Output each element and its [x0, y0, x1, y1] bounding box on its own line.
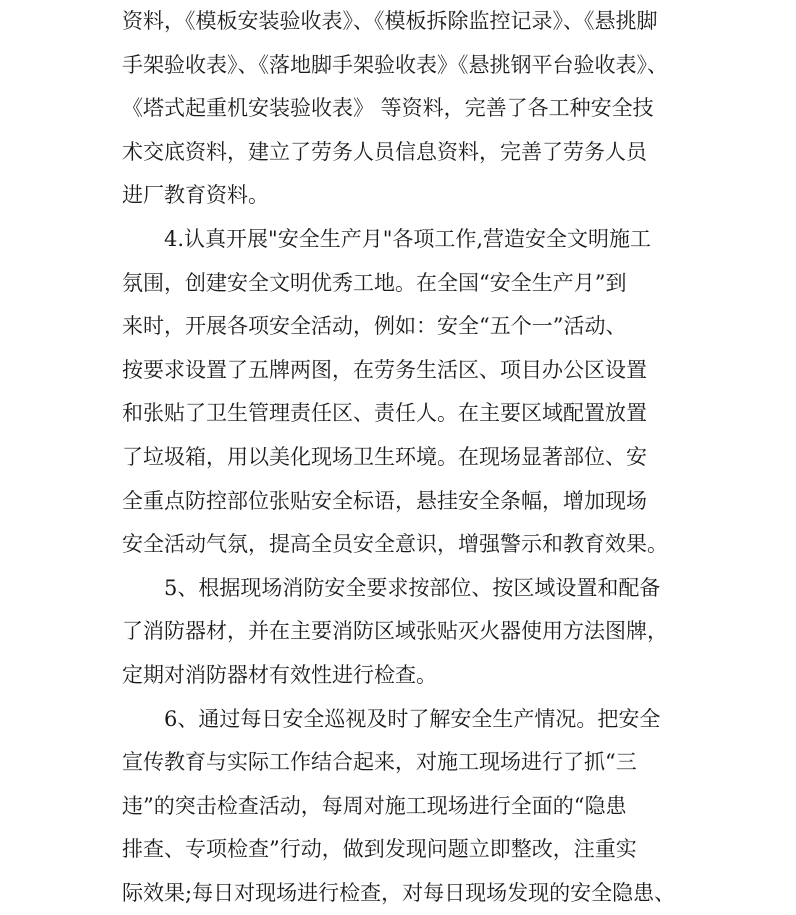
paragraph-item-6	[122, 698, 682, 915]
paragraph-item-4	[122, 218, 682, 567]
text-line: 氛围，创建安全文明优秀工地。在全国“安全生产月”到	[122, 262, 682, 306]
text-line: 4.认真开展"安全生产月"各项工作,营造安全文明施工	[122, 218, 682, 262]
text-line: 际效果;每日对现场进行检查，对每日现场发现的安全隐患、	[122, 872, 682, 915]
text-line: 和张贴了卫生管理责任区、责任人。在主要区域配置放置	[122, 392, 682, 436]
text-line: 来时，开展各项安全活动，例如：安全“五个一”活动、	[122, 305, 682, 349]
document-body	[122, 0, 682, 915]
text-line: 6、通过每日安全巡视及时了解安全生产情况。把安全	[122, 698, 682, 742]
text-line: 排查、专项检查”行动，做到发现问题立即整改，注重实	[122, 828, 682, 872]
text-line: 进厂教育资料。	[122, 174, 682, 218]
text-line: 定期对消防器材有效性进行检查。	[122, 654, 682, 698]
text-line: 5、根据现场消防安全要求按部位、按区域设置和配备	[122, 567, 682, 611]
text-line: 《塔式起重机安装验收表》 等资料，完善了各工种安全技	[122, 87, 682, 131]
text-line: 资料，《模板安装验收表》、《模板拆除监控记录》、《悬挑脚	[122, 0, 682, 44]
text-line: 了垃圾箱，用以美化现场卫生环境。在现场显著部位、安	[122, 436, 682, 480]
text-line: 手架验收表》、《落地脚手架验收表》《悬挑钢平台验收表》、	[122, 44, 682, 88]
text-line: 安全活动气氛，提高全员安全意识，增强警示和教育效果。	[122, 523, 682, 567]
text-line: 按要求设置了五牌两图，在劳务生活区、项目办公区设置	[122, 349, 682, 393]
text-line: 术交底资料，建立了劳务人员信息资料，完善了劳务人员	[122, 131, 682, 175]
text-line: 违”的突击检查活动，每周对施工现场进行全面的“隐患	[122, 785, 682, 829]
text-line: 全重点防控部位张贴安全标语，悬挂安全条幅，增加现场	[122, 480, 682, 524]
paragraph-item-5	[122, 567, 682, 698]
text-line: 宣传教育与实际工作结合起来，对施工现场进行了抓“三	[122, 741, 682, 785]
paragraph-documents	[122, 0, 682, 218]
text-line: 了消防器材，并在主要消防区域张贴灭火器使用方法图牌，	[122, 610, 682, 654]
